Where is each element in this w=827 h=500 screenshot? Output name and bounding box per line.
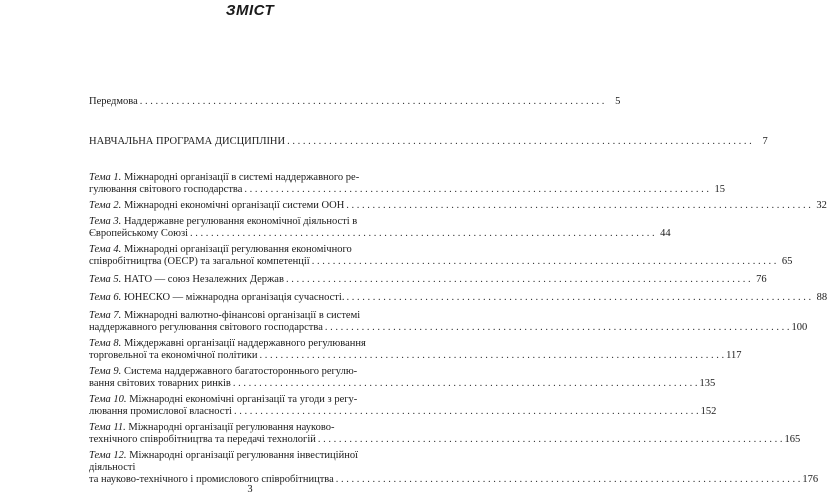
toc-entry-title: Тема 5. НАТО — союз Незалежних Держав [89,274,284,285]
toc-entry-title-line1: Тема 4. Міжнародні організації регулювання економічного [89,244,352,255]
toc-entry-page: 176 [802,474,819,485]
toc-entry-title: лювання промислової власності [89,406,232,417]
dot-leader: . . . . . . . . . . . . . . . . . . . . . . . . . . . . . . . . . . . . . . . . . . . . . . . . . . . . . . . . . . . . . . . . . . . . . . . . . . . . . . . . . . . . . . . . . [190,228,655,239]
toc-entry-number: Тема 6. [89,292,122,303]
toc-entry-page: 32 [816,200,827,211]
dot-leader: . . . . . . . . . . . . . . . . . . . . . . . . . . . . . . . . . . . . . . . . . . . . . . . . . . . . . . . . . . . . . . . . . . . . . . . . . . . . . . . . . . . . . . . . . [233,406,699,417]
dot-leader: . . . . . . . . . . . . . . . . . . . . . . . . . . . . . . . . . . . . . . . . . . . . . . . . . . . . . . . . . . . . . . . . . . . . . . . . . . . . . . . . . . . . . . . . . [311,256,777,267]
toc-entry-number: Тема 7. [89,310,122,321]
toc-entry[interactable] [89,136,768,148]
toc-entry-page: 88 [816,292,827,303]
toc-entry-number: Тема 3. [89,216,122,227]
dot-leader: . . . . . . . . . . . . . . . . . . . . . . . . . . . . . . . . . . . . . . . . . . . . . . . . . . . . . . . . . . . . . . . . . . . . . . . . . . . . . . . . . . . . . . . . . [335,474,801,485]
toc-entry-title-line1: Тема 9. Система наддержавного багатостороннього регулю- [89,366,358,377]
toc-entry-number: Тема 1. [89,172,122,183]
toc-entry-title-line1: Тема 10. Міжнародні економічні організації та угоди з регу- [89,394,358,405]
toc-entry-page: 76 [756,274,767,285]
toc-entry-number: Тема 11. [89,422,126,433]
toc-entry-page: 44 [660,228,671,239]
dot-leader: . . . . . . . . . . . . . . . . . . . . . . . . . . . . . . . . . . . . . . . . . . . . . . . . . . . . . . . . . . . . . . . . . . . . . . . . . . . . . . . . . . . . . . . . . [324,322,790,333]
dot-leader: . . . . . . . . . . . . . . . . . . . . . . . . . . . . . . . . . . . . . . . . . . . . . . . . . . . . . . . . . . . . . . . . . . . . . . . . . . . . . . . . . . . . . . . . . [139,96,605,107]
toc-entry-title: Європейському Союзі [89,228,189,239]
toc-entry-number: Тема 10. [89,394,127,405]
toc-entry-title-line1: Тема 8. Міждержавні організації наддержавного регулювання [89,338,366,349]
toc-entry-number: Тема 5. [89,274,122,285]
toc-entry-title: НАВЧАЛЬНА ПРОГРАМА ДИСЦИПЛІНИ [89,136,286,147]
toc-entry-title-line1: Тема 11. Міжнародні організації регулювання науково- [89,422,335,433]
toc-entry-title: наддержавного регулювання світового господарства [89,322,323,333]
toc-entry-title: співробітництва (ОЕСР) та загальної компетенції [89,256,310,267]
toc-entry-number: Тема 8. [89,338,122,349]
dot-leader: . . . . . . . . . . . . . . . . . . . . . . . . . . . . . . . . . . . . . . . . . . . . . . . . . . . . . . . . . . . . . . . . . . . . . . . . . . . . . . . . . . . . . . . . . [317,434,783,445]
toc-entry[interactable] [89,96,621,108]
toc-entry[interactable] [89,292,827,304]
toc-entry[interactable] [89,310,808,334]
toc-entry-title: вання світових товарних ринків [89,378,231,389]
toc-entry-title-line1: Тема 12. Міжнародні організації регулювання інвестиційної діяльності [89,450,358,473]
toc-entry-page: 152 [700,406,717,417]
toc-entry[interactable] [89,366,716,390]
dot-leader: . . . . . . . . . . . . . . . . . . . . . . . . . . . . . . . . . . . . . . . . . . . . . . . . . . . . . . . . . . . . . . . . . . . . . . . . . . . . . . . . . . . . . . . . . [346,292,812,303]
toc-entry[interactable] [89,274,767,286]
toc-entry-title: Передмова [89,96,138,107]
toc-entry[interactable] [89,172,726,196]
toc-entry-page: 15 [714,184,726,195]
dot-leader: . . . . . . . . . . . . . . . . . . . . . . . . . . . . . . . . . . . . . . . . . . . . . . . . . . . . . . . . . . . . . . . . . . . . . . . . . . . . . . . . . . . . . . . . . [244,184,710,195]
toc-entry-number: Тема 4. [89,244,122,255]
toc-entry-number: Тема 12. [89,450,127,461]
page-number: 3 [247,484,253,495]
toc-entry-title: Тема 2. Міжнародні економічні організації системи ООН [89,200,345,211]
toc-entry[interactable] [89,422,801,446]
dot-leader: . . . . . . . . . . . . . . . . . . . . . . . . . . . . . . . . . . . . . . . . . . . . . . . . . . . . . . . . . . . . . . . . . . . . . . . . . . . . . . . . . . . . . . . . . [346,200,811,211]
toc-entry-title: Тема 6. ЮНЕСКО — міжнародна організація сучасності. [89,292,345,303]
toc-entry-page: 100 [791,322,808,333]
toc-entry[interactable] [89,216,671,240]
toc-entry-title: та науково-технічного і промислового співробітництва [89,474,334,485]
dot-leader: . . . . . . . . . . . . . . . . . . . . . . . . . . . . . . . . . . . . . . . . . . . . . . . . . . . . . . . . . . . . . . . . . . . . . . . . . . . . . . . . . . . . . . . . . [232,378,698,389]
toc-entry-title-line1: Тема 7. Міжнародні валютно-фінансові організації в системі [89,310,361,321]
toc-entry[interactable] [89,450,819,486]
toc-entry-page: 165 [784,434,801,445]
toc-entry-title: технічного співробітництва та передачі технологій [89,434,316,445]
toc-entry[interactable] [89,394,717,418]
toc-entry-page: 117 [726,350,742,361]
dot-leader: . . . . . . . . . . . . . . . . . . . . . . . . . . . . . . . . . . . . . . . . . . . . . . . . . . . . . . . . . . . . . . . . . . . . . . . . . . . . . . . . . . . . . . . . . [259,350,725,361]
dot-leader: . . . . . . . . . . . . . . . . . . . . . . . . . . . . . . . . . . . . . . . . . . . . . . . . . . . . . . . . . . . . . . . . . . . . . . . . . . . . . . . . . . . . . . . . . [285,274,751,285]
toc-entry[interactable] [89,200,827,212]
toc-entry-page: 135 [699,378,716,389]
toc-entry-title: гулювання світового господарства [89,184,243,195]
toc-entry[interactable] [89,244,793,268]
page-title: ЗМІСТ [225,2,275,19]
dot-leader: . . . . . . . . . . . . . . . . . . . . . . . . . . . . . . . . . . . . . . . . . . . . . . . . . . . . . . . . . . . . . . . . . . . . . . . . . . . . . . . . . . . . . . . . . [287,136,752,147]
toc-entry-number: Тема 9. [89,366,122,377]
toc-entry-page: 7 [762,136,768,147]
toc-entry[interactable] [89,338,742,362]
toc-entry-number: Тема 2. [89,200,122,211]
toc-entry-title-line1: Тема 1. Міжнародні організації в системі наддержавного ре- [89,172,360,183]
toc-entry-page: 65 [781,256,793,267]
toc-entry-title: торговельної та економічної політики [89,350,258,361]
toc-entry-title-line1: Тема 3. Наддержавне регулювання економічної діяльності в [89,216,358,227]
toc-entry-page: 5 [615,96,621,107]
